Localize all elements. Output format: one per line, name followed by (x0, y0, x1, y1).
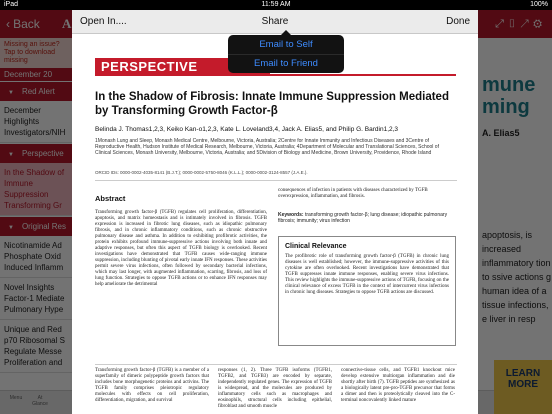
popover-separator (228, 54, 344, 55)
battery-level: 100% (530, 1, 548, 8)
abstract-text: Transforming growth factor-β (TGFB) regulates cell proliferation, differentiation, apoptosis, and matrix homeostasis and is intimately involved in fibrosis. TGFB expression is increased in fibrotic lung diseases, such as idiopathic pulmonary fibrosis, and in chronic inflammatory conditions, such as chronic obstructive pulmonary disease and asthma. In addition to exhibiting profibrotic activities, the protein exhibits profound immune-suppressive actions involving both innate and adaptive responses, but often this aspect of TGFB biology is overlooked. Recent investigations have demonstrated that TGFB causes wide-ranging immune suppression, including blunting of pivotal early innate IFN responses. These activities permit severe virus infections, often followed by secondary bacterial infections, which may last longer, with augmented inflammation, scarring, fibrosis, and loss of lung function. Strategies to oppose TGFB actions or to enhance IFN responses may help ameliorate the detrimental (95, 210, 267, 287)
body-column-2: responses (1, 2). Three TGFB isoforms (TGFB1, TGFB2, and TGFB3) are encoded by separate, independently regulated genes. The expression of TGFB is widespread, and the molecules are produced by inflammatory cells such as macrophages and eosinophils, structural cells including epithelial, fibroblast and smooth muscle (218, 368, 332, 409)
keywords-text: transforming growth factor-β; lung disease; idiopathic pulmonary fibrosis; immunity; virus infection (278, 212, 448, 224)
section-label: PERSPECTIVE (95, 58, 270, 76)
clinical-relevance-heading: Clinical Relevance (285, 243, 347, 250)
divider (95, 180, 457, 181)
abstract-continuation: consequences of infection in patients with diseases characterized by TGFB overexpression, inflammation, and fibrosis. (278, 188, 428, 199)
article-title: In the Shadow of Fibrosis: Innate Immune Suppression Mediated by Transforming Growth Factor-β (95, 91, 449, 117)
done-button[interactable]: Done (446, 16, 470, 27)
device-label: iPad (4, 1, 19, 8)
modal-title: Share (261, 16, 289, 27)
divider (95, 364, 457, 365)
keywords (278, 212, 456, 224)
section-rule (270, 74, 456, 76)
pdf-page[interactable] (82, 34, 468, 414)
modal-toolbar (72, 10, 478, 34)
orcid-ids: ORCID IDs: 0000-0002-4035-8141 (B.J.T.); 0000-0002-5750-8046 (K.L.L.); 0000-0002-3124-8557 (J.A.E.). (95, 170, 308, 175)
clinical-relevance-box (278, 236, 456, 346)
body-column-3: connective-tissue cells, and TGFB1 knockout mice develop extensive multiorgan inflammation and die shortly after birth (7). TGFB peptides are synthesized as a biologically latent pre-pro-TGFB precursor that forms a dimer and then is proteolytically cleaved into the C-terminal noncovalently linked mature (341, 368, 455, 403)
body-column-1: Transforming growth factor-β (TGFB) is a member of a superfamily of dimeric polypeptide growth factors that includes bone morphogenetic proteins and activins. The TGFB family comprises pleiotropic regulatory molecules with effects on cell proliferation, differentiation, migration, and survival (95, 368, 209, 403)
share-popover (228, 35, 344, 73)
email-to-friend-option[interactable]: Email to Friend (254, 58, 318, 69)
clock: 11:59 AM (261, 1, 291, 8)
email-to-self-option[interactable]: Email to Self (259, 39, 313, 50)
article-affiliations: 1Monash Lung and Sleep, Monash Medical Centre, Melbourne, Victoria, Australia; 2Centre for Innate Immunity and Infectious Diseases and 3Centre of Reproductive Health, Hudson Institute of Medical Research, Melbourne, Victoria, Australia; 4Department of Molecular and Translational Sciences, School of Clinical Sciences, Monash University, Melbourne, Victoria, Australia; and 5Division of Biology and Medicine, Brown University, Providence, Rhode Island (95, 138, 439, 156)
keywords-label: Keywords: (278, 212, 304, 218)
open-in-button[interactable]: Open In.... (80, 16, 127, 27)
article-authors: Belinda J. Thomas1,2,3, Keiko Kan-o1,2,3, Kate L. Loveland3,4, Jack A. Elias5, and Philip G. Bardin1,2,3 (95, 126, 399, 133)
status-bar (0, 0, 552, 10)
clinical-relevance-text: The profibrotic role of transforming growth factor-β (TGFB) in chronic lung diseases is well established; however, the immune-suppressive activities of this cytokine are often overlooked. Recent investigations have demonstrated that TGFB suppresses innate immune responses, enabling severe virus infections. This review highlights the immune-suppressive actions of TGFB, focusing on the clinical relevance of excess TGFB in the context of intercurrent virus infections in chronic lung diseases. Strategies to oppose TGFB actions are discussed. (285, 254, 449, 295)
abstract-heading: Abstract (95, 194, 126, 203)
